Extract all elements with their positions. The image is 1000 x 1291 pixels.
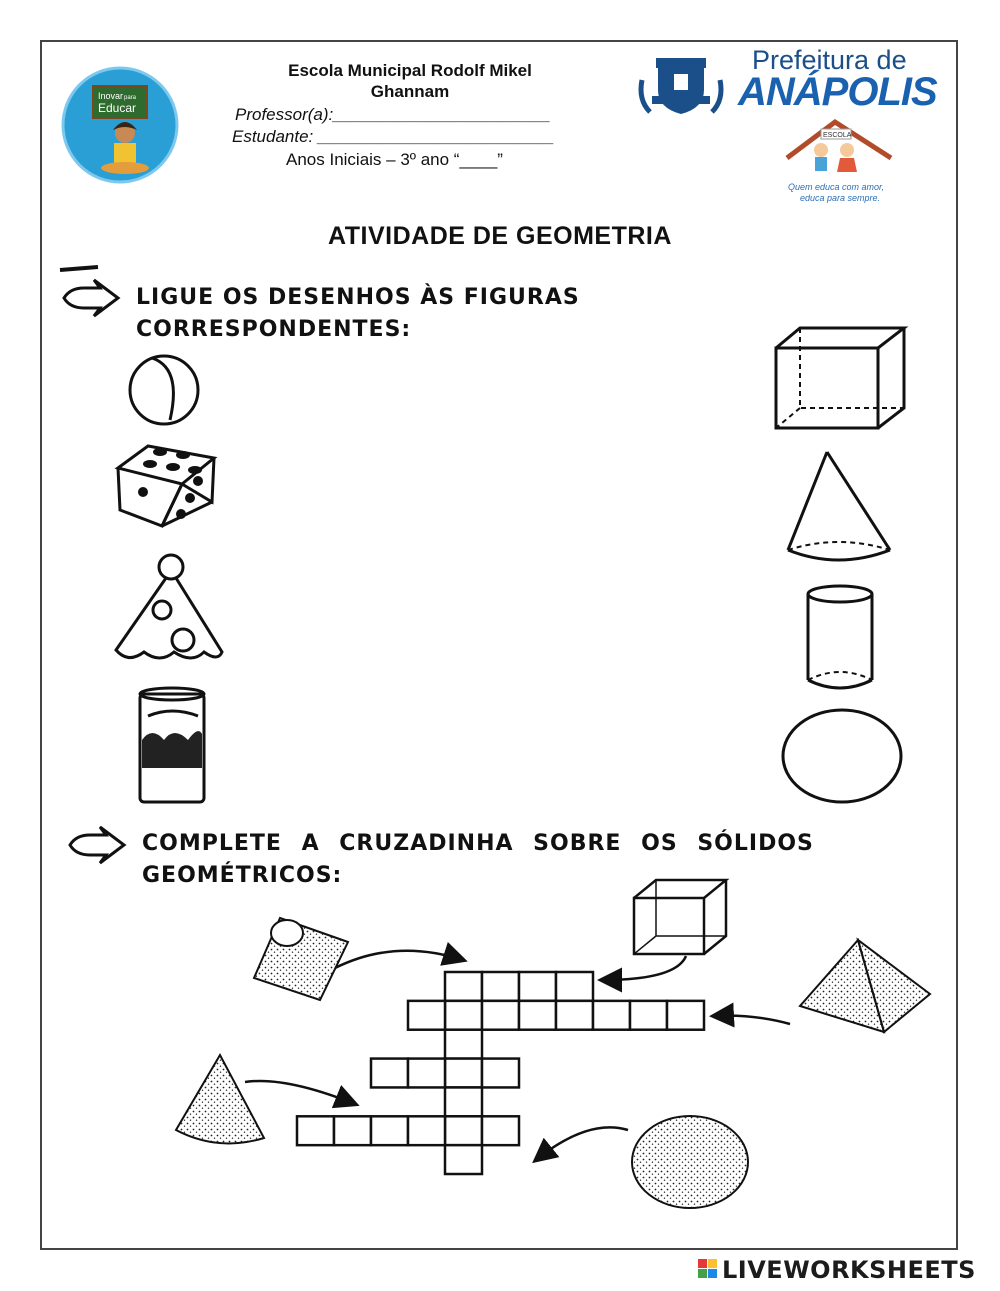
crossword-cell[interactable] — [408, 1001, 445, 1030]
logo-text-inovar: Inovar — [98, 91, 124, 101]
cylinder-drawing — [808, 586, 872, 688]
dotted-cone — [176, 1055, 264, 1143]
instruction-2: COMPLETE A CRUZADINHA SOBRE OS SÓLIDOS GEOMÉTRICOS: — [142, 831, 814, 888]
crossword-cell[interactable] — [630, 1001, 667, 1030]
page-title: ATIVIDADE DE GEOMETRIA — [328, 222, 672, 250]
arrow-sphere — [536, 1127, 628, 1160]
liveworksheets-logo-icon — [698, 1259, 717, 1278]
dotted-pyramid — [800, 940, 930, 1032]
arrow-cylinder — [335, 951, 463, 968]
crossword-cell[interactable] — [482, 1059, 519, 1088]
crossword-cell[interactable] — [445, 1116, 482, 1145]
cone-drawing — [788, 452, 890, 560]
city-crest-icon — [641, 58, 721, 114]
grade-line: Anos Iniciais – 3º ano “____” — [286, 150, 503, 169]
crossword-cell[interactable] — [556, 972, 593, 1001]
crossword-cell[interactable] — [297, 1116, 334, 1145]
logo-text-educar: Educar — [98, 101, 137, 115]
arrow-icon-1 — [64, 280, 118, 316]
crossword-cell[interactable] — [445, 1030, 482, 1059]
instruction-1: LIGUE OS DESENHOS ÀS FIGURAS CORRESPONDENTES: — [136, 285, 580, 342]
cube-drawing — [776, 328, 904, 428]
logo-text-para: para — [124, 95, 137, 101]
party-hat-drawing — [116, 555, 222, 658]
crossword-cell[interactable] — [445, 1001, 482, 1030]
teacher-line[interactable]: Professor(a):_______________________ — [235, 105, 551, 124]
arrow-cone — [245, 1081, 355, 1104]
dotted-cylinder — [254, 918, 348, 1000]
slogan-line-1: Quem educa com amor, — [788, 182, 885, 192]
student-line[interactable]: Estudante: _________________________ — [232, 127, 555, 146]
crossword-cell[interactable] — [371, 1059, 408, 1088]
prefeitura-label: Prefeitura de — [752, 45, 907, 75]
crossword-cell[interactable] — [445, 1059, 482, 1088]
school-name: Escola Municipal Rodolf Mikel Ghannam — [288, 61, 532, 101]
crossword-cell[interactable] — [445, 1145, 482, 1174]
ball-drawing — [130, 356, 198, 424]
crossword-cell[interactable] — [445, 972, 482, 1001]
crossword-cell[interactable] — [593, 1001, 630, 1030]
crossword-cell[interactable] — [519, 972, 556, 1001]
escola-sign: ESCOLA — [823, 132, 852, 139]
crossword-cell[interactable] — [667, 1001, 704, 1030]
decorative-stroke — [60, 267, 98, 270]
dice-drawing — [118, 446, 214, 526]
crossword-cell[interactable] — [408, 1116, 445, 1145]
arrow-pyramid — [714, 1016, 790, 1024]
arrow-cube — [602, 956, 686, 980]
inovar-educar-logo — [63, 68, 177, 182]
sphere-drawing — [783, 710, 901, 802]
crossword-cell[interactable] — [519, 1001, 556, 1030]
dotted-sphere — [632, 1116, 748, 1208]
liveworksheets-brand: LIVEWORKSHEETS — [722, 1256, 976, 1284]
crossword-cell[interactable] — [482, 972, 519, 1001]
escola-logo — [787, 122, 891, 203]
arrow-icon-2 — [70, 827, 124, 863]
chips-can-drawing — [140, 688, 204, 802]
slogan-line-2: educa para sempre. — [800, 193, 881, 203]
wire-cube — [634, 880, 726, 954]
crossword-cell[interactable] — [371, 1116, 408, 1145]
crossword-cell[interactable] — [482, 1001, 519, 1030]
crossword-cell[interactable] — [445, 1087, 482, 1116]
crossword-cell[interactable] — [334, 1116, 371, 1145]
crossword-cell[interactable] — [482, 1116, 519, 1145]
city-label: ANÁPOLIS — [738, 70, 937, 114]
crossword-cell[interactable] — [556, 1001, 593, 1030]
crossword-cell[interactable] — [408, 1059, 445, 1088]
